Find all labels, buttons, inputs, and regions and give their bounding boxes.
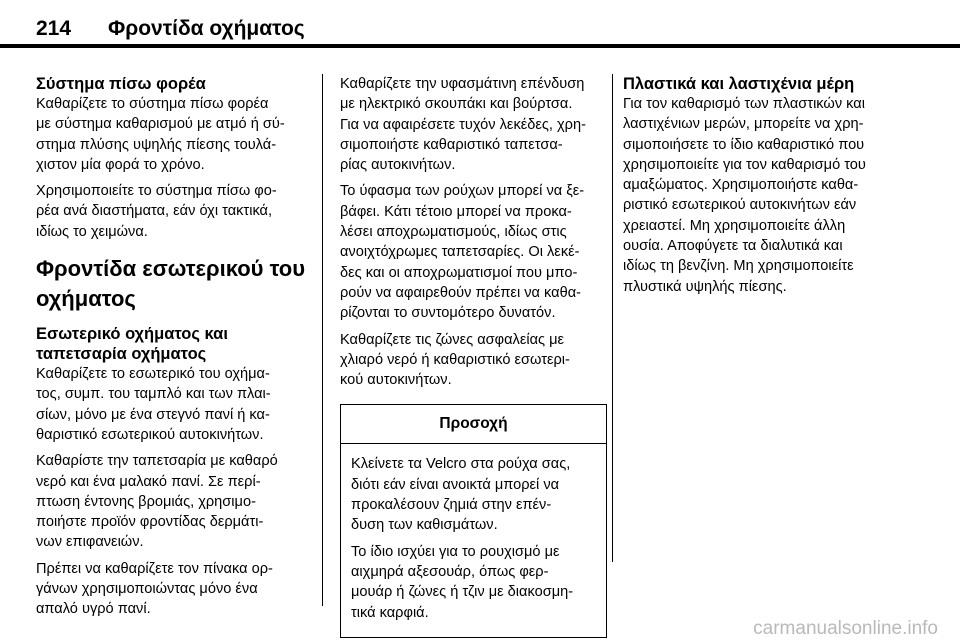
heading-line: Εσωτερικό οχήματος και	[36, 325, 228, 344]
text-line: ανοιχτόχρωμες ταπετσαρίες. Οι λεκέ-	[340, 244, 580, 261]
column-divider	[612, 74, 613, 562]
column-2	[340, 74, 605, 638]
text-line: Για τον καθαρισμό των πλαστικών και	[623, 96, 865, 112]
text-line: θαριστικό εσωτερικού αυτοκινήτων.	[36, 426, 264, 443]
text-line: κού αυτοκινήτων.	[340, 372, 452, 389]
text-line: Το ίδιο ισχύει για το ρουχισμό με	[351, 543, 560, 560]
text-line: τος, συμπ. του ταμπλό και των πλαι-	[36, 386, 271, 403]
column-divider	[322, 74, 323, 606]
caution-box	[340, 404, 607, 637]
header-rule	[0, 44, 960, 48]
paragraph	[36, 559, 316, 620]
text-line: Πρέπει να καθαρίζετε τον πίνακα ορ-	[36, 560, 273, 577]
paragraph	[351, 454, 596, 535]
text-line: νων επιφανειών.	[36, 534, 144, 551]
text-line: με ηλεκτρικό σκουπάκι και βούρτσα.	[340, 96, 573, 113]
heading-line: Φροντίδα εσωτερικού του	[36, 256, 306, 282]
text-line: πλυστικά υψηλής πίεσης.	[623, 278, 787, 295]
paragraph	[36, 451, 316, 552]
heading-line: οχήματος	[36, 286, 136, 312]
text-line: λέσει αποχρωματισμούς, ιδίως στις	[340, 224, 567, 241]
caution-title: Προσοχή	[341, 405, 606, 444]
text-line: απαλό υγρό πανί.	[36, 601, 151, 618]
paragraph	[623, 94, 905, 297]
text-line: ρίζονται το συντομότερο δυνατόν.	[340, 305, 556, 322]
text-line: νερό και ένα μαλακό πανί. Σε περί-	[36, 473, 261, 490]
text-line: Κλείνετε τα Velcro στα ρούχα σας,	[351, 456, 571, 473]
text-line: χιστον μία φορά το χρόνο.	[36, 156, 205, 173]
text-line: Καθαρίζετε τις ζώνες ασφαλείας με	[340, 331, 565, 348]
text-line: Για να αφαιρέσετε τυχόν λεκέδες, χρη-	[340, 116, 586, 133]
text-line: βάφει. Κάτι τέτοιο μπορεί να προκα-	[340, 203, 572, 220]
paragraph	[351, 542, 596, 623]
text-line: σιμοποιήσετε το ίδιο καθαριστικό που	[623, 136, 865, 153]
text-line: χλιαρό νερό ή καθαριστικό εσωτερι-	[340, 351, 570, 368]
text-line: μουάρ ή ζώνες ή τζιν με διακοσμη-	[351, 584, 574, 601]
watermark: carmanualsonline.info	[753, 618, 938, 639]
text-line: σίων, μόνο με ένα στεγνό πανί ή κα-	[36, 406, 270, 423]
text-line: ριστικό εσωτερικού αυτοκινήτων εάν	[623, 197, 857, 214]
text-line: λαστιχένιων μερών, μπορείτε να χρη-	[623, 116, 864, 133]
text-line: ουσία. Αποφύγετε τα διαλυτικά και	[623, 238, 843, 255]
text-line: Χρησιμοποιείτε το σύστημα πίσω φο-	[36, 183, 277, 200]
text-line: χρησιμοποιείτε για τον καθαρισμό του	[623, 156, 866, 173]
column-1	[36, 74, 316, 626]
paragraph	[36, 94, 316, 175]
heading-plastic-rubber-parts: Πλαστικά και λαστιχένια μέρη	[623, 75, 855, 93]
column-3	[623, 74, 905, 303]
heading-line: ταπετσαρία οχήματος	[36, 345, 207, 364]
text-line: δες και οι αποχρωματισμοί που μπο-	[340, 264, 578, 281]
text-line: Το ύφασμα των ρούχων μπορεί να ξε-	[340, 183, 585, 200]
text-line: Καθαρίζετε το εσωτερικό του οχήμα-	[36, 366, 270, 383]
page-title: Φροντίδα οχήματος	[108, 17, 305, 40]
text-line: τικά καρφιά.	[351, 604, 429, 621]
heading-interior-care	[36, 254, 316, 314]
text-line: Καθαρίζετε την υφασμάτινη επένδυση	[340, 76, 585, 92]
text-line: ρούν να αφαιρεθούν πρέπει να καθα-	[340, 284, 581, 301]
text-line: ρέα ανά διαστήματα, εάν όχι τακτικά,	[36, 203, 273, 220]
text-line: στημα πλύσης υψηλής πίεσης τουλά-	[36, 136, 277, 153]
text-line: ιδίως τη βενζίνη. Μη χρησιμοποιείτε	[623, 258, 854, 275]
caution-body	[341, 444, 606, 636]
heading-backrest-system: Σύστημα πίσω φορέα	[36, 75, 206, 93]
text-line: σιμοποιήστε καθαριστικό ταπετσα-	[340, 136, 563, 153]
paragraph	[340, 74, 605, 175]
text-line: Καθαρίστε την ταπετσαρία με καθαρό	[36, 453, 278, 470]
heading-interior-upholstery	[36, 324, 316, 364]
text-line: Καθαρίζετε το σύστημα πίσω φορέα	[36, 96, 269, 112]
paragraph	[36, 364, 316, 445]
text-line: γάνων χρησιμοποιώντας μόνο ένα	[36, 581, 258, 598]
paragraph	[340, 181, 605, 323]
page-number: 214	[36, 17, 72, 40]
paragraph	[340, 330, 605, 391]
text-line: ιδίως το χειμώνα.	[36, 223, 148, 240]
text-line: ποιήστε προϊόν φροντίδας δερμάτι-	[36, 514, 264, 531]
text-line: αμαξώματος. Χρησιμοποιήστε καθα-	[623, 177, 859, 194]
text-line: διότι εάν είναι ανοικτά μπορεί να	[351, 476, 560, 493]
text-line: χρειαστεί. Μη χρησιμοποιείτε άλλη	[623, 217, 846, 234]
text-line: με σύστημα καθαρισμού με ατμό ή σύ-	[36, 116, 285, 133]
paragraph	[36, 181, 316, 242]
text-line: αιχμηρά αξεσουάρ, όπως φερ-	[351, 563, 549, 580]
text-line: δυση των καθισμάτων.	[351, 517, 498, 534]
text-line: ρίας αυτοκινήτων.	[340, 157, 456, 174]
text-line: πτωση έντονης βρομιάς, χρησιμο-	[36, 493, 256, 510]
page-header	[36, 14, 305, 44]
text-line: προκαλέσουν ζημιά στην επέν-	[351, 497, 552, 514]
